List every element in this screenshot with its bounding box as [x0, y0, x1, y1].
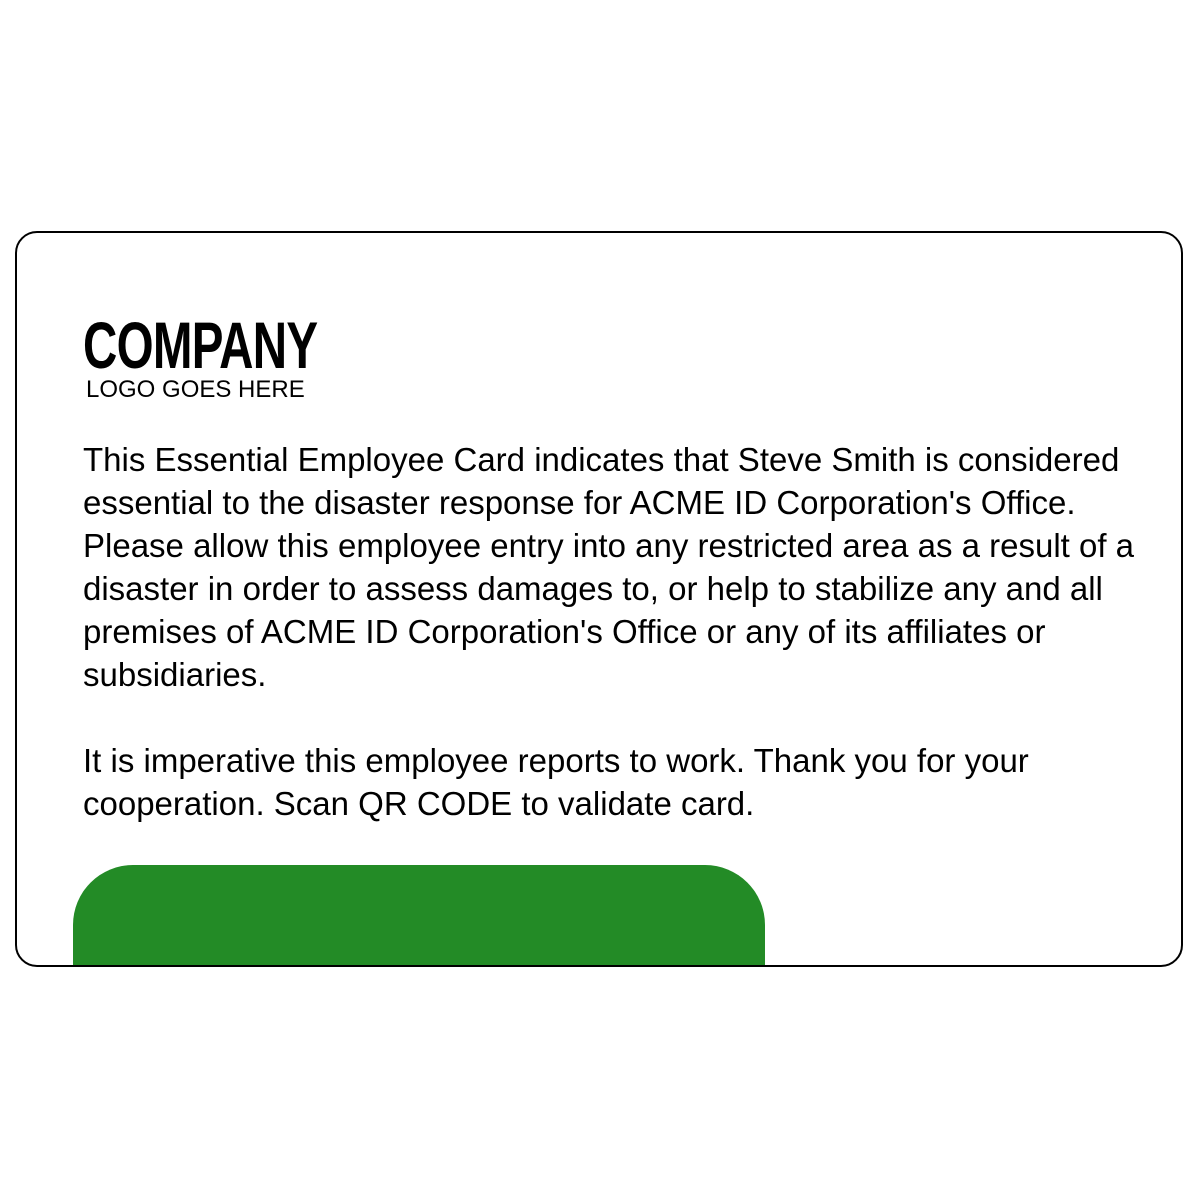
employee-card — [15, 231, 1183, 967]
card-paragraph-1: This Essential Employee Card indicates that Steve Smith is considered essential to the disaster response for ACME ID Corporation's Office. Please allow this employee entry into any restricted area as a result of a disaster in order to assess damages to, or help to stabilize any and all premises of ACME ID Corporation's Office or any of its affiliates or subsidiaries. — [83, 441, 1135, 693]
card-body-text — [83, 438, 1143, 825]
green-accent-tab — [73, 865, 765, 967]
logo-company-text: COMPANY — [83, 308, 318, 382]
card-paragraph-2: It is imperative this employee reports to work. Thank you for your cooperation. Scan QR CODE to validate card. — [83, 742, 1029, 822]
company-logo — [83, 308, 408, 403]
logo-tagline: LOGO GOES HERE — [86, 376, 305, 403]
